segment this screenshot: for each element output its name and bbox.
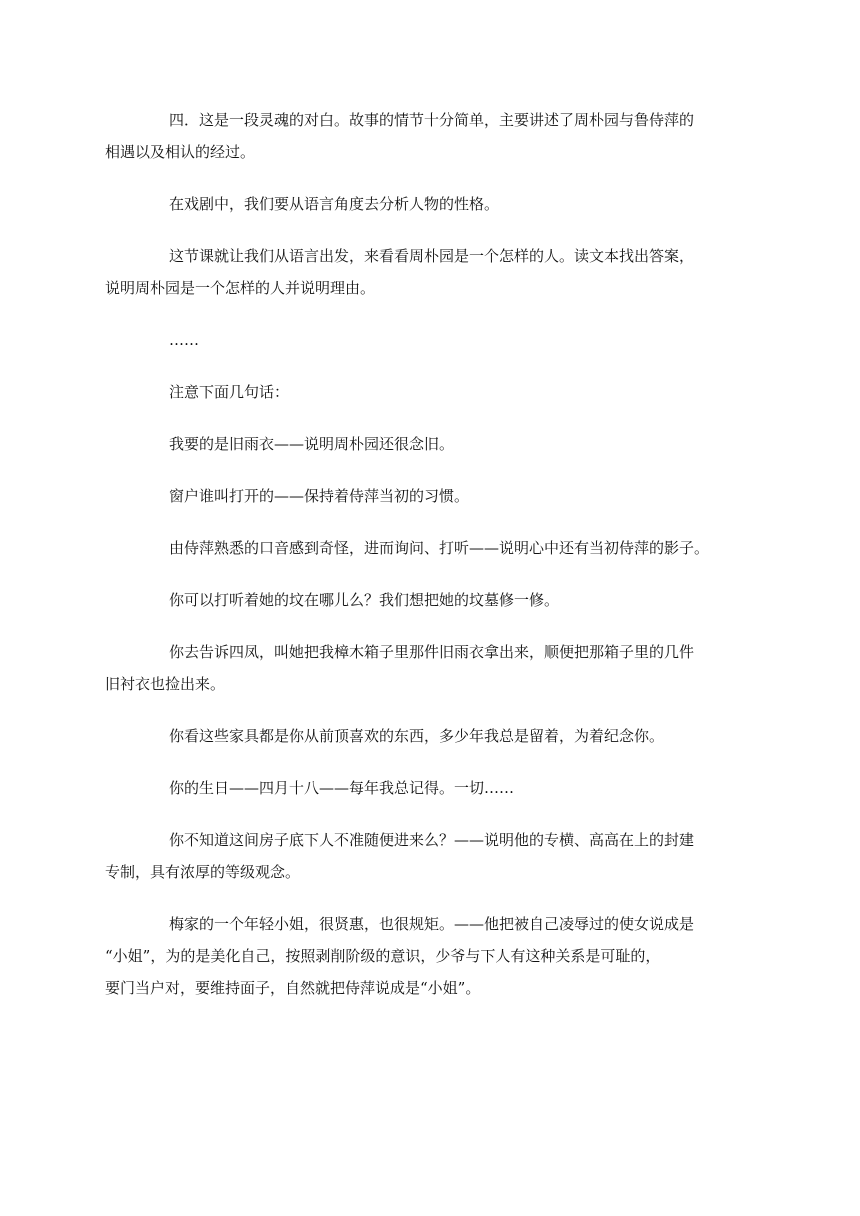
paragraph-line: 你去告诉四凤，叫她把我樟木箱子里那件旧雨衣拿出来，顺便把那箱子里的几件 — [169, 643, 695, 661]
paragraph-line: …… — [169, 331, 199, 349]
paragraph-camphor-box — [105, 636, 729, 700]
paragraph-line: 由侍萍熟悉的口音感到奇怪，进而询问、打听——说明心中还有当初侍萍的影子。 — [169, 539, 710, 557]
paragraph-drama-language — [137, 188, 729, 220]
paragraph-ellipsis — [137, 324, 729, 356]
paragraph-lesson-task — [105, 240, 729, 304]
paragraph-line: 注意下面几句话： — [169, 383, 290, 401]
paragraph-line: 这节课就让我们从语言出发，来看看周朴园是一个怎样的人。读文本找出答案， — [169, 247, 695, 265]
paragraph-line: 你看这些家具都是你从前顶喜欢的东西，多少年我总是留着，为着纪念你。 — [169, 727, 665, 745]
paragraph-line: 专制，具有浓厚的等级观念。 — [105, 863, 301, 881]
paragraph-line: 你不知道这间房子底下人不准随便进来么？——说明他的专横、高高在上的封建 — [169, 831, 695, 849]
document-body — [105, 104, 729, 1024]
paragraph-accent — [137, 532, 729, 564]
paragraph-line: 说明周朴园是一个怎样的人并说明理由。 — [105, 279, 376, 297]
paragraph-section-four-intro — [105, 104, 729, 168]
paragraph-line: 相遇以及相认的经过。 — [105, 143, 256, 161]
paragraph-line: 我要的是旧雨衣——说明周朴园还很念旧。 — [169, 435, 455, 453]
paragraph-line: 梅家的一个年轻小姐，很贤惠，也很规矩。——他把被自己凌辱过的使女说成是 — [169, 915, 695, 933]
paragraph-birthday — [137, 772, 729, 804]
paragraph-line: 旧衬衣也捡出来。 — [105, 675, 226, 693]
paragraph-line: 你的生日——四月十八——每年我总记得。一切…… — [169, 779, 515, 797]
paragraph-mei-family — [105, 908, 729, 1004]
paragraph-line: 你可以打听着她的坟在哪儿么？我们想把她的坟墓修一修。 — [169, 591, 560, 609]
paragraph-line: 窗户谁叫打开的——保持着侍萍当初的习惯。 — [169, 487, 470, 505]
paragraph-grave — [137, 584, 729, 616]
paragraph-servants — [105, 824, 729, 888]
paragraph-window — [137, 480, 729, 512]
paragraph-old-raincoat — [137, 428, 729, 460]
paragraph-line: 在戏剧中，我们要从语言角度去分析人物的性格。 — [169, 195, 500, 213]
paragraph-line: 要门当户对，要维持面子，自然就把侍萍说成是“小姐”。 — [105, 979, 481, 997]
paragraph-line: “小姐”，为的是美化自己，按照剥削阶级的意识，少爷与下人有这种关系是可耻的， — [105, 947, 661, 965]
paragraph-furniture — [137, 720, 729, 752]
paragraph-line: 四．这是一段灵魂的对白。故事的情节十分简单，主要讲述了周朴园与鲁侍萍的 — [169, 111, 695, 129]
paragraph-note-heading — [137, 376, 729, 408]
